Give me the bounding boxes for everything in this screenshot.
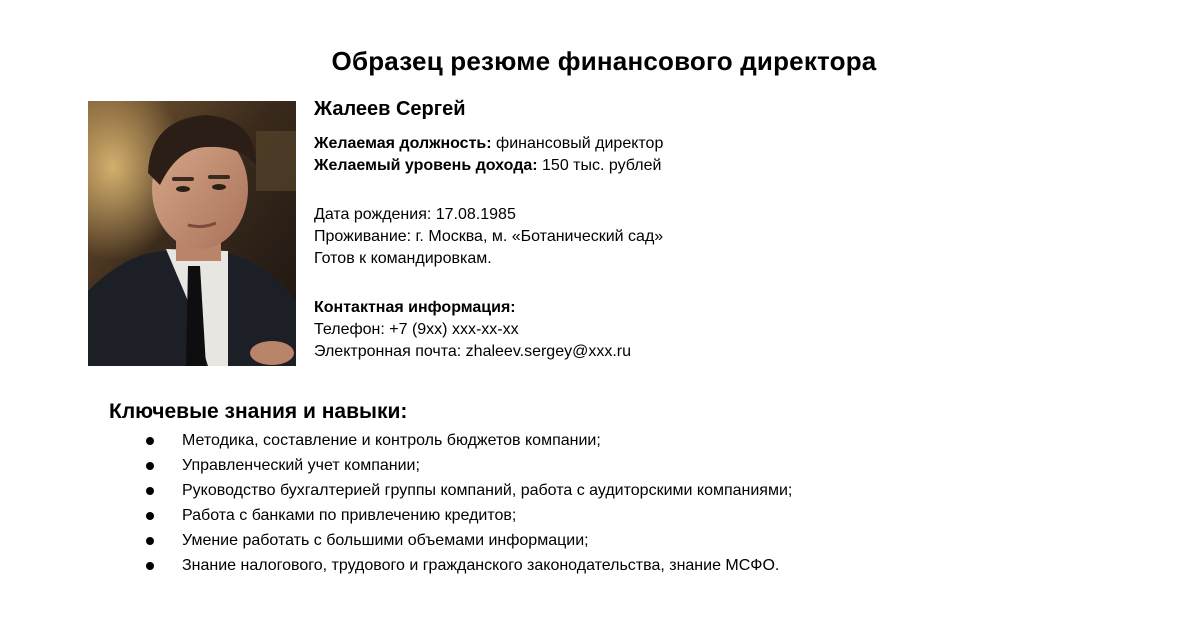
list-item: Методика, составление и контроль бюджетов компании; [144, 428, 792, 453]
bullet-icon [146, 562, 154, 570]
profile-photo [88, 101, 296, 366]
phone: Телефон: +7 (9хх) ххх-хх-хх [314, 321, 519, 338]
travel-readiness: Готов к командировкам. [314, 250, 492, 267]
list-item: Руководство бухгалтерией группы компаний, работа с аудиторскими компаниями; [144, 478, 792, 503]
personal-info [314, 95, 1014, 363]
desired-salary [314, 155, 1014, 177]
contacts-heading [314, 297, 1014, 319]
desired-position [314, 133, 1014, 155]
skills-heading: Ключевые знания и навыки: [109, 400, 408, 423]
bullet-icon [146, 487, 154, 495]
birth-date: Дата рождения: 17.08.1985 [314, 206, 516, 223]
list-item: Знание налогового, трудового и гражданского законодательства, знание МСФО. [144, 553, 792, 578]
bullet-icon [146, 512, 154, 520]
list-item: Умение работать с большими объемами информации; [144, 528, 792, 553]
desired-position-label: Желаемая должность: [314, 135, 492, 152]
bullet-icon [146, 537, 154, 545]
desired-salary-value: 150 тыс. рублей [537, 157, 662, 174]
bullet-icon [146, 462, 154, 470]
desired-position-value: финансовый директор [491, 135, 664, 152]
desired-salary-label: Желаемый уровень дохода: [314, 157, 538, 174]
page-title: Образец резюме финансового директора [331, 46, 877, 76]
email: Электронная почта: zhaleev.sergey@xxx.ru [314, 343, 632, 360]
list-item: Управленческий учет компании; [144, 453, 792, 478]
residence: Проживание: г. Москва, м. «Ботанический сад» [314, 228, 664, 245]
skills-list [144, 428, 792, 578]
list-item: Работа с банками по привлечению кредитов; [144, 503, 792, 528]
bullet-icon [146, 437, 154, 445]
contacts-heading-text: Контактная информация: [314, 299, 516, 316]
candidate-name: Жалеев Сергей [314, 98, 466, 120]
